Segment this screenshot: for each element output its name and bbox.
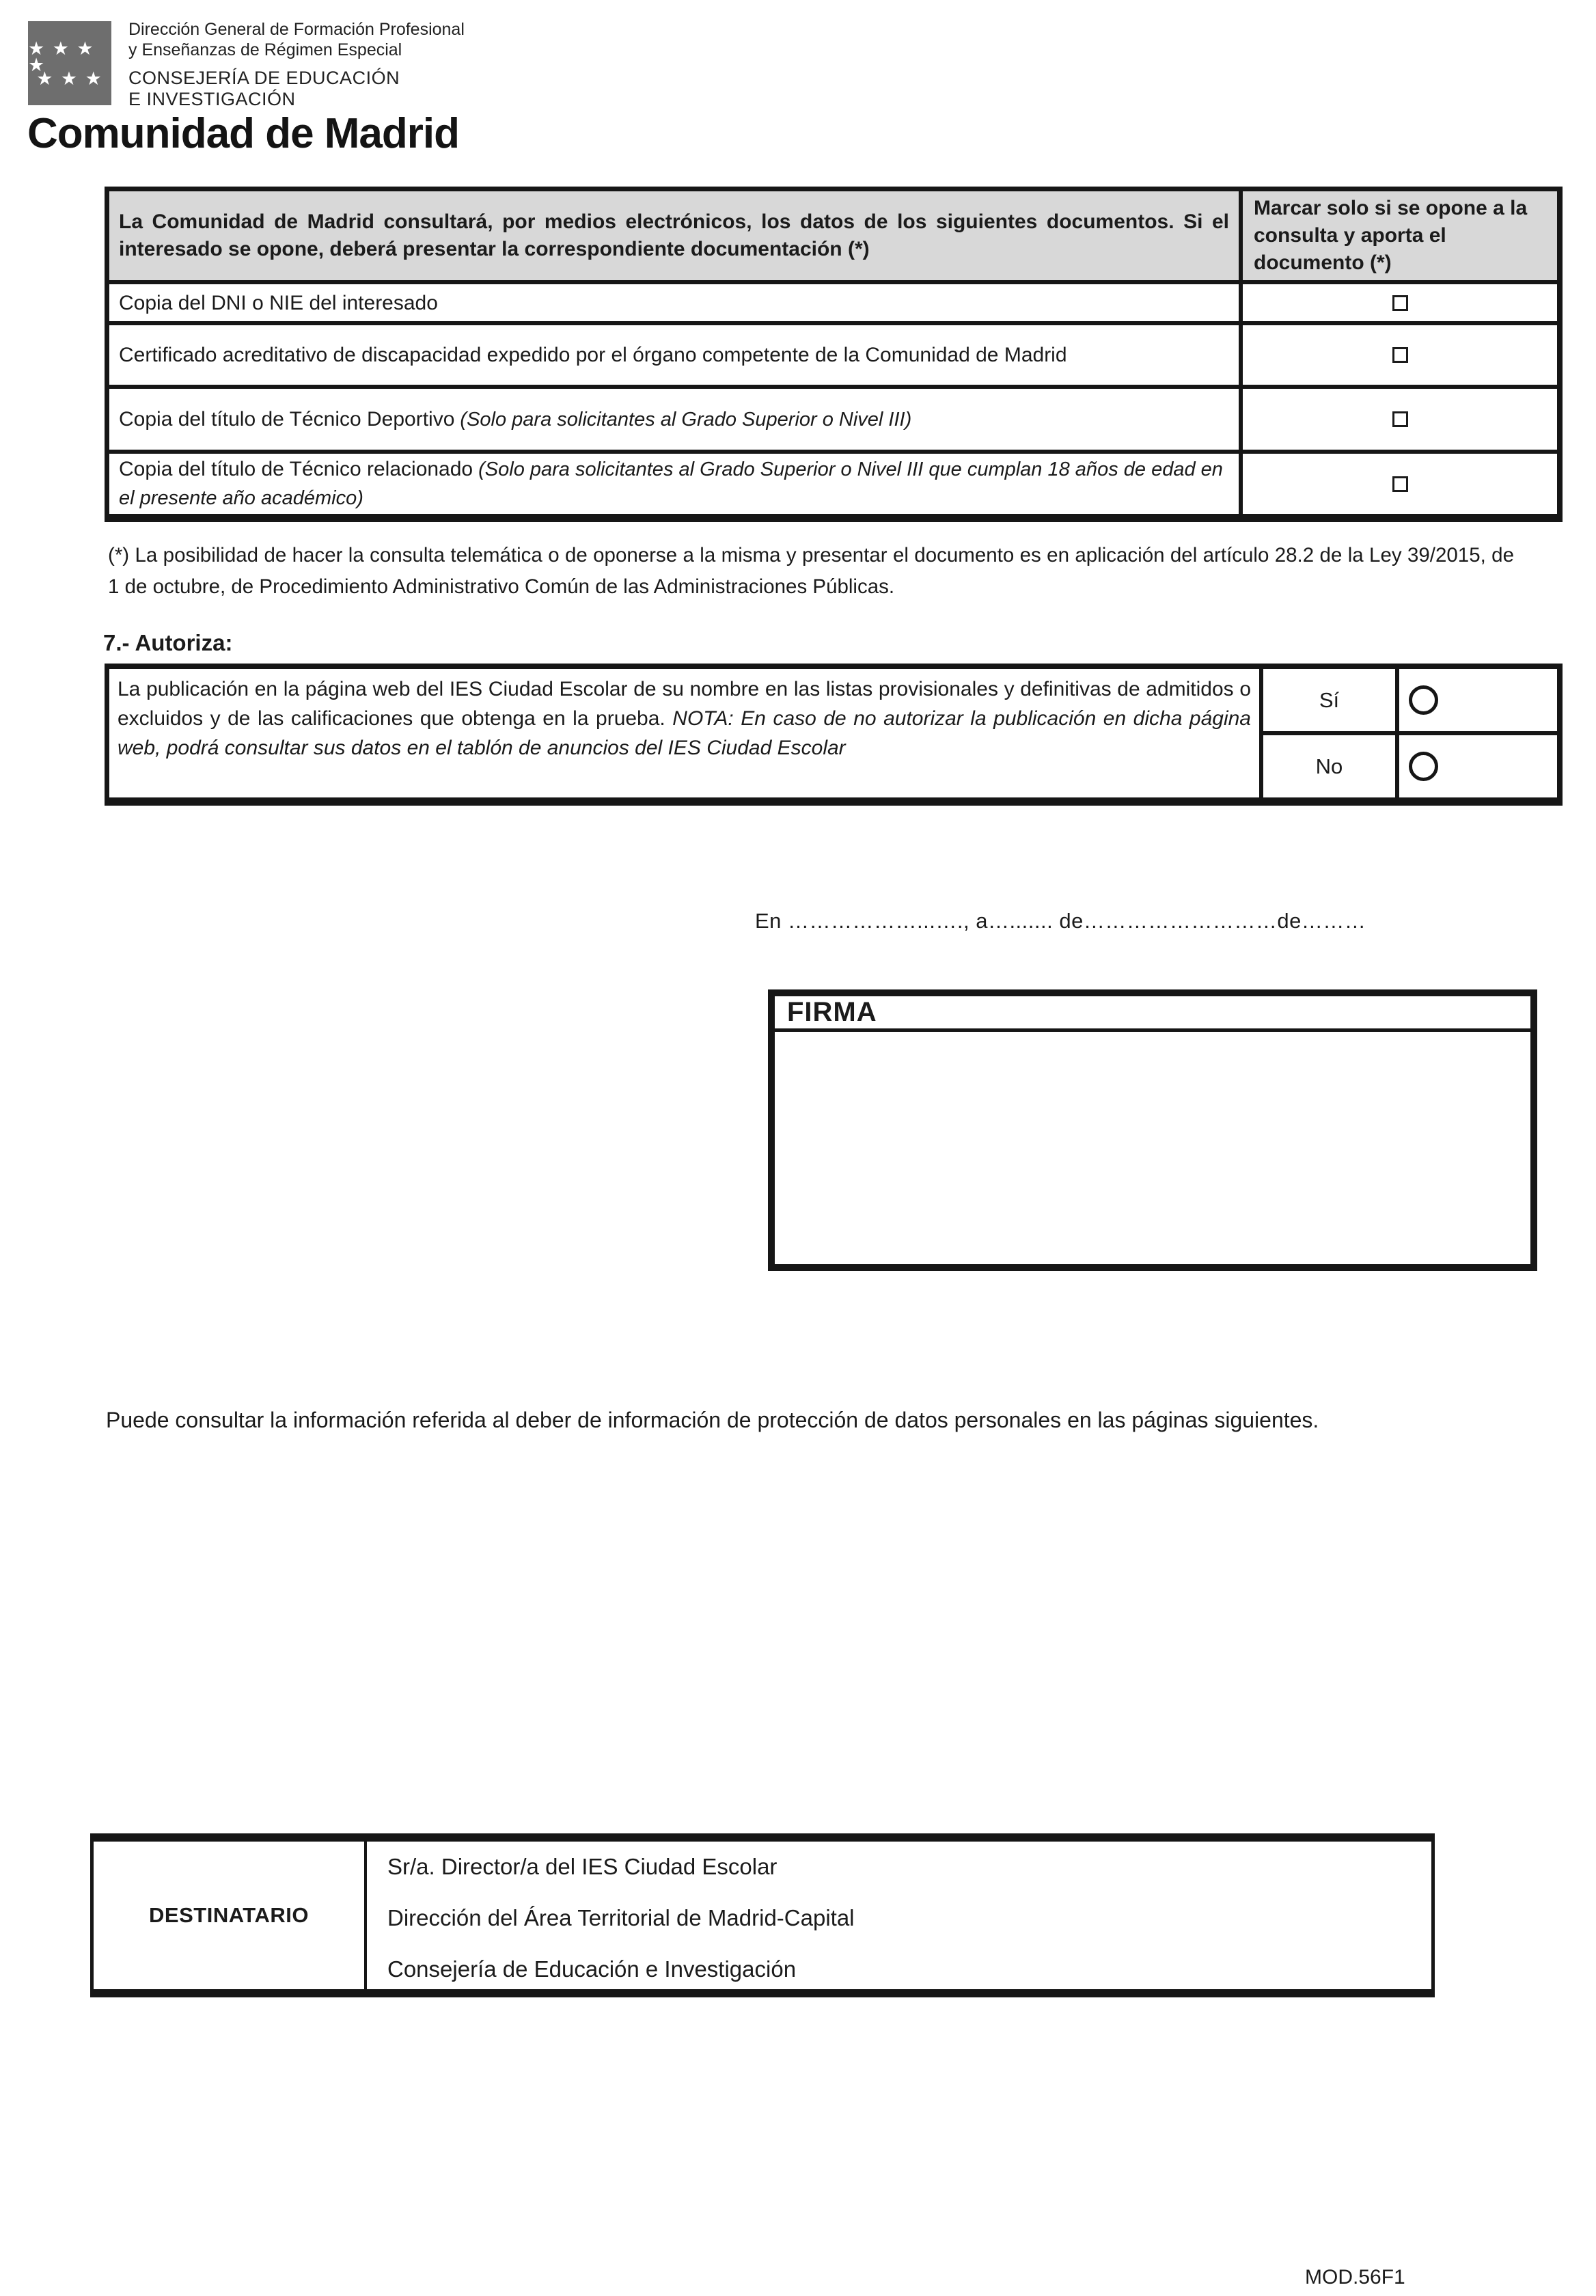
signature-label: FIRMA <box>787 997 877 1027</box>
legal-footnote: (*) La posibilidad de hacer la consulta telemática o de oponerse a la misma y presentar el documento es en aplicación del artículo 28.2 de la Ley 39/2015, de 1 de octubre, de Procedimiento Administrativo Común de las Administraciones Públicas. <box>108 544 1514 598</box>
comunidad-de-madrid-wordmark: Comunidad de Madrid <box>27 110 459 157</box>
authorize-options <box>1259 669 1557 797</box>
authorize-yes-radio[interactable] <box>1409 685 1438 715</box>
document-row-label <box>109 454 1239 514</box>
tecnico-deportivo-optout-checkbox[interactable] <box>1392 411 1408 427</box>
yes-radio-cell <box>1399 669 1557 731</box>
madrid-flag-stars-icon: ★ ★ ★ ★ <box>28 38 95 75</box>
consult-table-header-row <box>109 191 1557 280</box>
document-row-label <box>109 284 1239 321</box>
department-name-line1: CONSEJERÍA DE EDUCACIÓN <box>128 68 400 88</box>
dni-optout-checkbox[interactable] <box>1392 295 1408 311</box>
authorize-table <box>105 664 1563 806</box>
destinatario-addressees <box>367 1842 1431 1989</box>
optout-cell <box>1239 325 1557 385</box>
consult-table-header-left-text: La Comunidad de Madrid consultará, por medios electrónicos, los datos de los siguientes documentos. Si el interesado se opone, deberá presentar la correspondiente documentación (*) <box>119 210 1229 260</box>
destinatario-label: DESTINATARIO <box>94 1842 367 1989</box>
signature-box <box>768 989 1537 1271</box>
form-model-code: MOD.56F1 <box>1305 2266 1405 2288</box>
document-name: Copia del DNI o NIE del interesado <box>119 291 438 314</box>
no-label: No <box>1263 735 1399 797</box>
privacy-notice: Puede consultar la información referida al deber de información de protección de datos personales en las páginas siguientes. <box>106 1408 1319 1432</box>
document-row-label <box>109 325 1239 385</box>
document-row-label <box>109 389 1239 450</box>
table-row <box>109 450 1557 514</box>
signature-area[interactable] <box>775 1032 1530 1264</box>
optout-cell <box>1239 389 1557 450</box>
optout-cell <box>1239 454 1557 514</box>
authorize-no-radio[interactable] <box>1409 752 1438 781</box>
no-radio-cell <box>1399 735 1557 797</box>
table-row <box>109 385 1557 450</box>
org-name-line1: Dirección General de Formación Profesional <box>128 20 465 39</box>
table-row <box>109 321 1557 385</box>
discapacidad-optout-checkbox[interactable] <box>1392 347 1408 363</box>
authorize-option-yes-row <box>1263 669 1557 731</box>
addressee-line: Consejería de Educación e Investigación <box>387 1956 797 1982</box>
comunidad-madrid-flag-logo <box>28 21 111 105</box>
org-name-line2: y Enseñanzas de Régimen Especial <box>128 40 402 59</box>
consult-table-header-left <box>109 191 1239 280</box>
document-note: (Solo para solicitantes al Grado Superior o Nivel III que cumplan 18 años de edad en el presente año académico) <box>119 459 1223 509</box>
addressee-line: Dirección del Área Territorial de Madrid-Capital <box>387 1905 855 1930</box>
document-name: Certificado acreditativo de discapacidad expedido por el órgano competente de la Comunidad de Madrid <box>119 344 1067 366</box>
table-row <box>109 280 1557 321</box>
consult-table-header-right-text: Marcar solo si se opone a la consulta y aporta el documento (*) <box>1254 197 1528 274</box>
authorize-option-no-row <box>1263 731 1557 797</box>
yes-label: Sí <box>1263 669 1399 731</box>
org-name <box>128 19 465 60</box>
department-name <box>128 68 400 110</box>
document-note: (Solo para solicitantes al Grado Superior o Nivel III) <box>460 408 912 430</box>
tecnico-relacionado-optout-checkbox[interactable] <box>1392 476 1408 492</box>
consult-documents-table <box>105 187 1563 522</box>
section-7-title: 7.- Autoriza: <box>103 630 233 655</box>
authorize-nota: NOTA: En caso de no autorizar la publicación en dicha página web, podrá consultar sus datos en el tablón de anuncios del IES Ciudad Escolar <box>118 707 1251 759</box>
signature-box-header <box>775 996 1530 1032</box>
consult-table-header-right <box>1239 191 1557 280</box>
addressee-line: Sr/a. Director/a del IES Ciudad Escolar <box>387 1854 778 1879</box>
madrid-flag-stars-icon: ★ ★ ★ <box>36 68 103 89</box>
destinatario-table <box>90 1833 1435 1997</box>
department-name-line2: E INVESTIGACIÓN <box>128 89 296 109</box>
document-name: Copia del título de Técnico relacionado <box>119 458 473 480</box>
date-fill-in-line[interactable]: En ………………...…., a…....... de………………………de……… <box>755 909 1366 933</box>
document-name: Copia del título de Técnico Deportivo <box>119 407 455 430</box>
optout-cell <box>1239 284 1557 321</box>
authorize-statement: La publicación en la página web del IES Ciudad Escolar de su nombre en las listas provisionales y definitivas de admitidos o excluidos y de las calificaciones que obtenga en la prueba. <box>118 678 1251 730</box>
authorize-statement-cell <box>109 669 1259 797</box>
